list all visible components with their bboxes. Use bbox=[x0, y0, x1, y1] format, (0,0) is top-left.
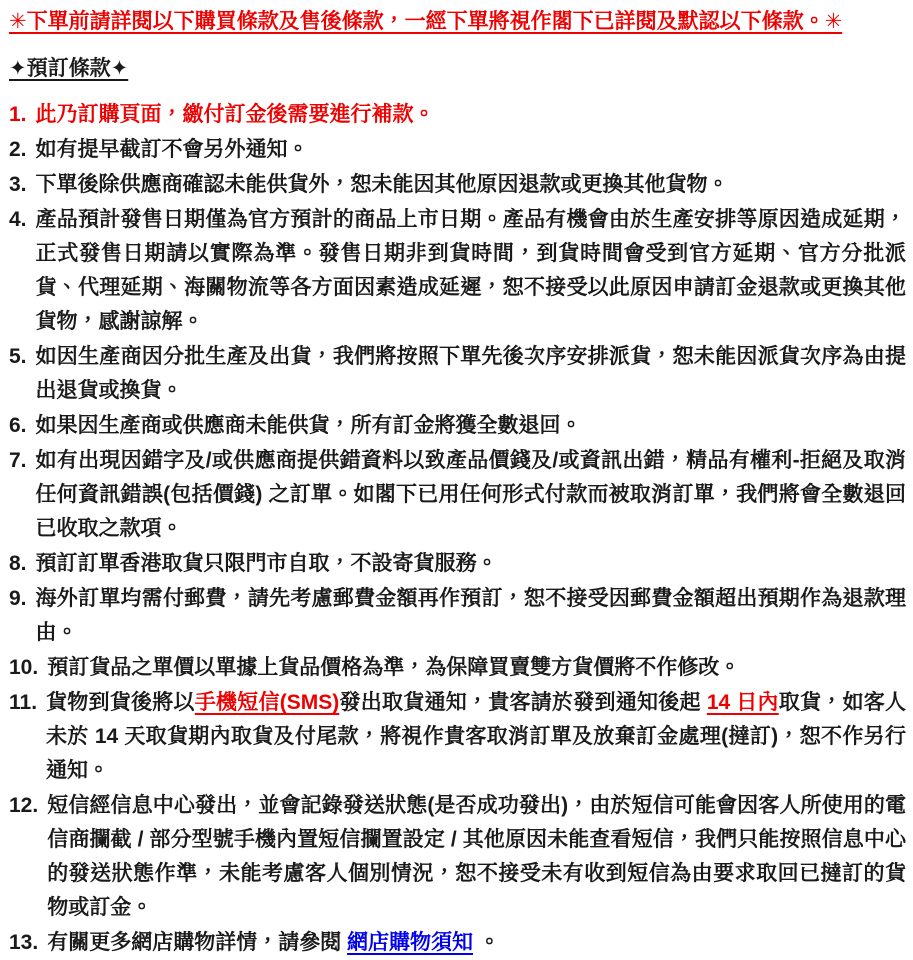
term-number: 5. bbox=[9, 345, 27, 368]
term-run: 海外訂單均需付郵費，請先考慮郵費金額再作預訂，恕不接受因郵費金額超出預期作為退款理由。 bbox=[35, 587, 906, 644]
term-text bbox=[36, 409, 906, 443]
term-text bbox=[36, 547, 906, 581]
term-number: 13. bbox=[9, 931, 39, 954]
term-number: 10. bbox=[9, 656, 39, 679]
term-item bbox=[9, 168, 906, 202]
section-title-preorder-terms: ✦預訂條款✦ bbox=[9, 57, 129, 80]
term-number: 7. bbox=[9, 449, 27, 472]
term-text bbox=[47, 926, 906, 960]
term-number: 12. bbox=[9, 794, 39, 817]
term-number: 11. bbox=[9, 691, 38, 714]
term-run: 取貨，如客人未於 14 天取貨期內取貨及付尾款，將視作貴客取消訂單及放棄訂金處理(撻訂)，恕不作另行通知。 bbox=[46, 691, 906, 782]
term-number: 1. bbox=[9, 103, 27, 126]
term-run: 如因生產商因分批生產及出貨，我們將按照下單先後次序安排派貨，恕未能因派貨次序為由提出退貨或換貨。 bbox=[35, 345, 906, 402]
term-text bbox=[36, 168, 906, 202]
term-text bbox=[47, 789, 906, 925]
term-run: 預訂貨品之單價以單據上貨品價格為準，為保障買賣雙方貨價將不作修改。 bbox=[47, 656, 741, 679]
term-number: 2. bbox=[9, 138, 27, 161]
term-run: 產品預計發售日期僅為官方預計的商品上市日期。產品有機會由於生產安排等原因造成延期，正式發售日期請以實際為準。發售日期非到貨時間，到貨時間會受到官方延期、官方分批派貨、代理延期、海關物流等各方面因素造成延遲，恕不接受以此原因申請訂金退款或更換其他貨物，感謝諒解。 bbox=[35, 208, 906, 333]
term-run: 如有提早截訂不會另外通知。 bbox=[35, 138, 309, 161]
store-shopping-notice-link[interactable]: 網店購物須知 bbox=[347, 931, 474, 954]
term-run: 此乃訂購頁面，繳付訂金後需要進行補款。 bbox=[35, 103, 435, 126]
term-text bbox=[36, 444, 906, 546]
term-text bbox=[36, 133, 906, 167]
term-text bbox=[46, 686, 906, 788]
term-item bbox=[9, 203, 906, 339]
term-item bbox=[9, 789, 906, 925]
term-run: 下單後除供應商確認未能供貨外，恕未能因其他原因退款或更換其他貨物。 bbox=[35, 173, 729, 196]
term-run: 發出取貨通知，貴客請於發到通知後起 bbox=[339, 691, 707, 714]
term-run: 14 日內 bbox=[706, 691, 779, 714]
term-run: 貨物到貨後將以 bbox=[46, 691, 195, 714]
term-number: 9. bbox=[9, 587, 27, 610]
term-run: 有關更多網店購物詳情，請參閱 bbox=[47, 931, 348, 954]
term-run: 如有出現因錯字及/或供應商提供錯資料以致產品價錢及/或資訊出錯，精品有權利-拒絕及取消任何資訊錯誤(包括價錢) 之訂單。如閣下已用任何形式付款而被取消訂單，我們將會全數退回已收取之款項。 bbox=[35, 449, 906, 540]
term-item bbox=[9, 582, 906, 650]
term-text bbox=[36, 582, 906, 650]
term-text bbox=[36, 98, 906, 132]
preorder-terms-list bbox=[9, 98, 906, 960]
term-run: 手機短信(SMS) bbox=[194, 691, 340, 714]
term-text bbox=[47, 651, 906, 685]
term-item bbox=[9, 547, 906, 581]
term-item bbox=[9, 98, 906, 132]
term-run: 。 bbox=[473, 931, 500, 954]
term-item bbox=[9, 686, 906, 788]
term-number: 4. bbox=[9, 208, 27, 231]
term-item bbox=[9, 926, 906, 960]
term-text bbox=[36, 203, 906, 339]
term-run: 短信經信息中心發出，並會記錄發送狀態(是否成功發出)，由於短信可能會因客人所使用的電信商攔截 / 部分型號手機內置短信攔置設定 / 其他原因未能查看短信，我們只能按照信息中心的發送狀態作準，未能考慮客人個別情況，恕不接受未有收到短信為由要求取回已撻訂的貨物或訂金。 bbox=[47, 794, 906, 919]
term-text bbox=[36, 340, 906, 408]
warning-banner: ✳下單前請詳閱以下購買條款及售後條款，一經下單將視作閣下已詳閱及默認以下條款。✳ bbox=[9, 10, 843, 33]
term-item bbox=[9, 133, 906, 167]
term-item bbox=[9, 409, 906, 443]
term-number: 8. bbox=[9, 552, 27, 575]
term-run: 如果因生產商或供應商未能供貨，所有訂金將獲全數退回。 bbox=[35, 414, 582, 437]
term-run: 預訂訂單香港取貨只限門市自取，不設寄貨服務。 bbox=[35, 552, 498, 575]
term-number: 6. bbox=[9, 414, 27, 437]
term-item bbox=[9, 651, 906, 685]
term-number: 3. bbox=[9, 173, 27, 196]
term-item bbox=[9, 340, 906, 408]
term-item bbox=[9, 444, 906, 546]
